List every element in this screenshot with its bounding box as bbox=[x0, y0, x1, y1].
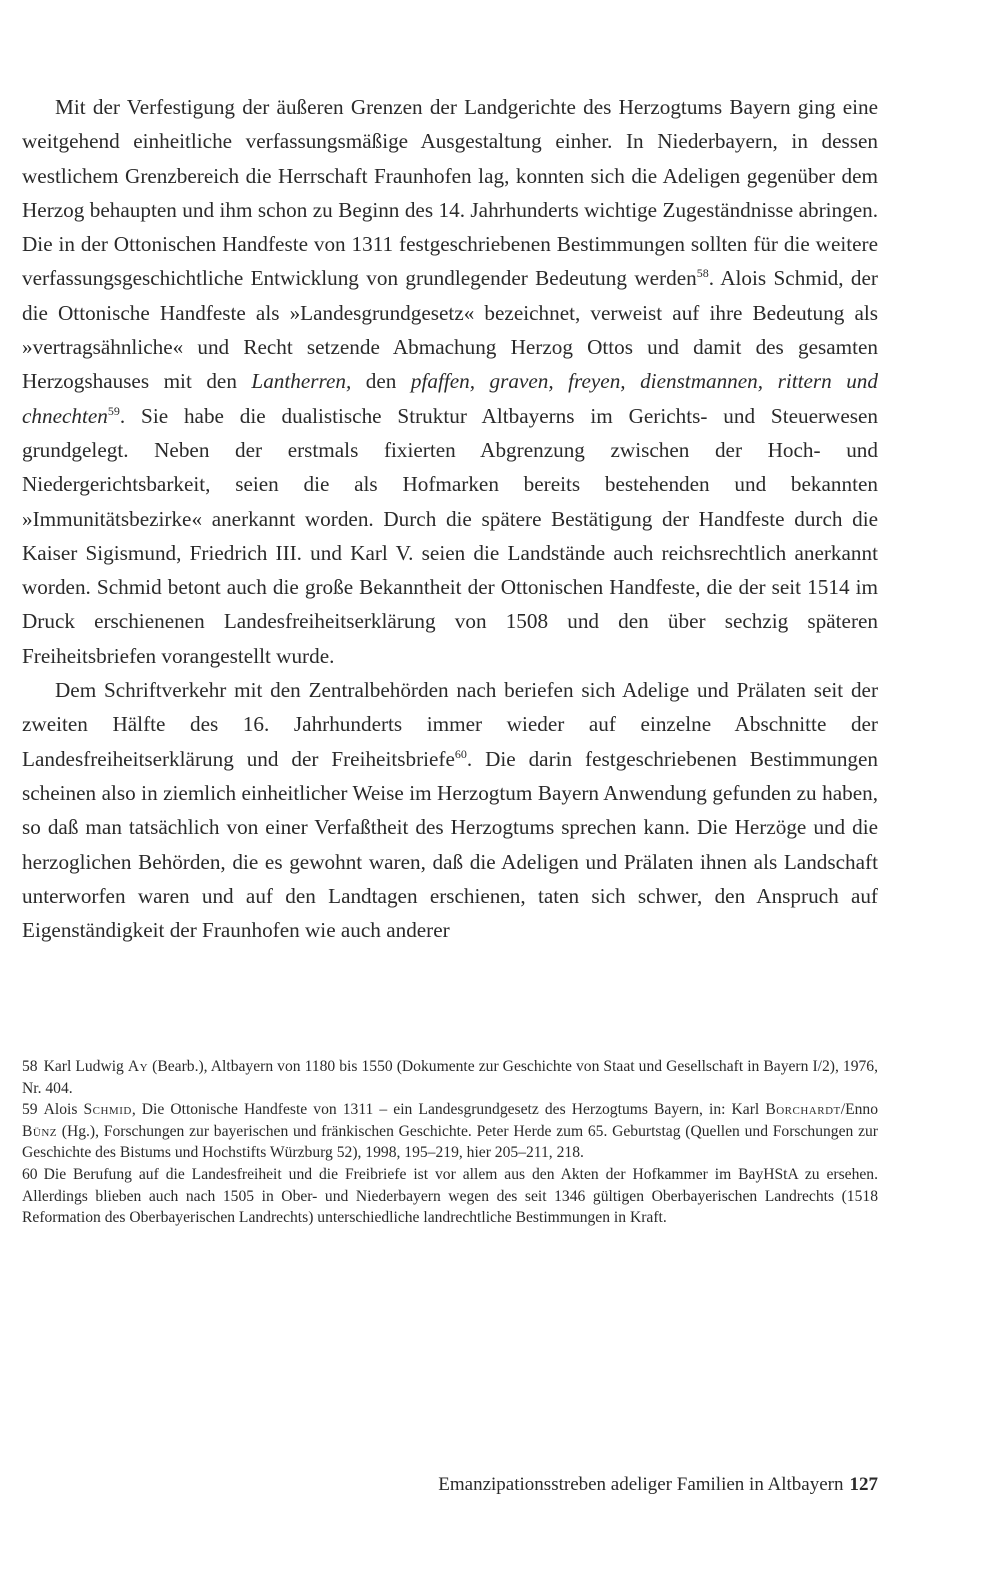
footnote-text: Die Berufung auf die Landesfreiheit und die Freibriefe ist vor allem aus den Akten der Hofkammer im BayHStA zu ersehen. Allerdings blieben auch nach 1505 in Ober- und Niederbayern wegen des seit 1346 gültigen Oberbayerischen Landrechts (1518 Reformation des Oberbayerischen Landrechts) unterschiedliche landrechtliche Bestimmungen in Kraft. bbox=[22, 1165, 878, 1227]
page-number: 127 bbox=[849, 1474, 878, 1495]
footnote-text: Karl Ludwig bbox=[43, 1058, 128, 1075]
footnote-59 bbox=[22, 1099, 878, 1164]
footnote-ref-60[interactable]: 60 bbox=[454, 746, 467, 761]
paragraph-2-text-a: Dem Schriftverkehr mit den Zentralbehörden nach beriefen sich Adelige und Prälaten seit der zweiten Hälfte des 16. Jahrhunderts immer wieder auf einzelne Abschnitte der Landesfreiheitserklärung und der Freiheitsbriefe bbox=[22, 678, 878, 771]
author-name: Borchardt bbox=[765, 1101, 841, 1119]
paragraph-1-text-a: Mit der Verfestigung der äußeren Grenzen der Landgerichte des Herzogtums Bayern ging eine weitgehend einheitliche verfassungsmäßige Ausgestaltung einher. In Niederbayern, in dessen westlichem Grenzbereich die Herrschaft Fraunhofen lag, konnten sich die Adeligen gegenüber dem Herzog behaupten und ihm schon zu Beginn des 14. Jahrhunderts wichtige Zugeständnisse abringen. Die in der Ottonischen Handfeste von 1311 festgeschriebenen Bestimmungen sollten für die weitere verfassungsgeschichtliche Entwicklung von grundlegender Bedeutung werden bbox=[22, 95, 878, 291]
paragraph-2-text-b: . Die darin festgeschriebenen Bestimmungen scheinen also in ziemlich einheitlicher Weise im Herzogtum Bayern Anwendung gefunden zu haben, so daß man tatsächlich von einer Verfaßtheit des Herzogtums sprechen kann. Die Herzöge und die herzoglichen Behörden, die es gewohnt waren, daß die Adeligen und Prälaten ihnen als Landschaft unterworfen waren und auf den Landtagen erschienen, taten sich schwer, den Anspruch auf Eigenständigkeit der Fraunhofen wie auch anderer bbox=[22, 746, 878, 943]
main-text bbox=[22, 90, 878, 947]
author-name: Bünz bbox=[22, 1122, 58, 1140]
footnotes bbox=[22, 1056, 878, 1229]
page-body bbox=[22, 90, 878, 947]
footnote-ref-58[interactable]: 58 bbox=[696, 266, 709, 281]
paragraph-2 bbox=[22, 673, 878, 947]
paragraph-1-text-d: . Sie habe die dualistische Struktur Altbayerns im Gerichts- und Steuerwesen grundgelegt. Neben der erstmals fixierten Abgrenzung zwischen der Hoch- und Niedergerichtsbarkeit, seien die als Hofmarken bereits bestehenden und bekannten »Immunitätsbezirke« anerkannt worden. Durch die spätere Bestätigung der Handfeste durch die Kaiser Sigismund, Friedrich III. und Karl V. seien die Landstände auch reichsrechtlich anerkannt worden. Schmid betont auch die große Bekanntheit der Ottonischen Handfeste, die der seit 1514 im Druck erschienenen Landesfreiheitserklärung von 1508 und den über sechzig späteren Freiheitsbriefen vorangestellt wurde. bbox=[22, 403, 878, 668]
footnote-ref-59[interactable]: 59 bbox=[107, 403, 120, 418]
footnote-number: 58 bbox=[22, 1058, 38, 1075]
footnote-60 bbox=[22, 1164, 878, 1229]
author-name: Ay bbox=[127, 1058, 149, 1075]
footnote-text: (Hg.), Forschungen zur bayerischen und fränkischen Geschichte. Peter Herde zum 65. Geburtstag (Quellen und Forschungen zur Geschichte des Bistums und Hochstifts Würzburg 52), 1998, 195–219, hier 205–211, 218. bbox=[22, 1122, 878, 1162]
footnote-text: /Enno bbox=[840, 1101, 878, 1119]
running-footer bbox=[438, 1472, 878, 1498]
footnote-number: 59 bbox=[22, 1101, 38, 1119]
italic-lantherren: Lantherren, bbox=[251, 369, 352, 394]
footnote-text: (Bearb.), Altbayern von 1180 bis 1550 (Dokumente zur Geschichte von Staat und Gesellschaft in Bayern I/2), 1976, Nr. 404. bbox=[22, 1058, 878, 1097]
paragraph-1-text-c: den bbox=[351, 369, 411, 394]
footnote-text: , Die Ottonische Handfeste von 1311 – ein Landesgrundgesetz des Herzogtums Bayern, in: Karl bbox=[131, 1101, 766, 1119]
paragraph-1-text-b: . Alois Schmid, der die Ottonische Handfeste als »Landesgrundgesetz« bezeichnet, verweist auf ihre Bedeutung als »vertragsähnliche« und Recht setzende Abmachung Herzog Ottos und damit des gesamten Herzogshauses mit den bbox=[22, 266, 878, 394]
footnote-58 bbox=[22, 1056, 878, 1099]
footnote-text: Alois bbox=[43, 1101, 84, 1119]
paragraph-1 bbox=[22, 90, 878, 673]
author-name: Schmid bbox=[83, 1101, 132, 1119]
footnote-number: 60 bbox=[22, 1165, 38, 1183]
italic-quote: pfaffen, graven, freyen, dienstmannen, rittern und chnechten bbox=[22, 369, 878, 428]
running-footer-title: Emanzipationsstreben adeliger Familien in Altbayern bbox=[438, 1474, 844, 1495]
